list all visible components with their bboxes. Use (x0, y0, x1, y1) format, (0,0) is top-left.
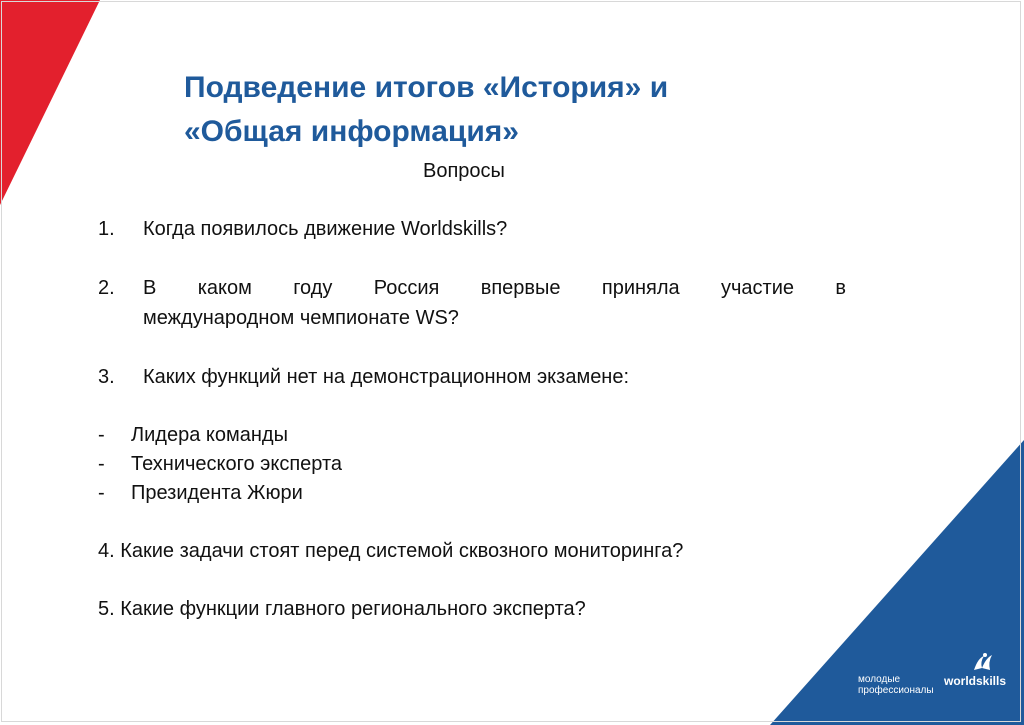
section-subtitle: Вопросы (423, 160, 505, 182)
option-text: Президента Жюри (131, 482, 303, 504)
q2-word: каком (197, 277, 252, 299)
question-3-number: 3. (98, 366, 115, 388)
question-1-text: Когда появилось движение Worldskills? (143, 218, 508, 240)
worldskills-emblem-icon (970, 652, 996, 674)
option-dash: - (98, 453, 105, 475)
q2-word: в (835, 277, 846, 299)
option-dash: - (98, 482, 105, 504)
logo-text-line-2: профессионалы (858, 685, 934, 696)
q2-word: впервые (480, 277, 561, 299)
red-corner-shape (0, 0, 100, 205)
logo-text-line-1: молодые (858, 674, 901, 685)
title-line-2: «Общая информация» (184, 115, 519, 148)
question-2-number: 2. (98, 277, 115, 299)
option-text: Технического эксперта (131, 453, 343, 475)
option-text: Лидера команды (131, 424, 288, 446)
question-5: 5. Какие функции главного регионального эксперта? (98, 598, 586, 620)
question-1-number: 1. (98, 218, 115, 240)
q2-word: году (293, 277, 333, 299)
question-2-line-1 (143, 273, 846, 303)
q2-word: В (143, 277, 157, 299)
question-2-line-2: международном чемпионате WS? (143, 307, 459, 329)
option-dash: - (98, 424, 105, 446)
q2-word: участие (721, 277, 795, 299)
title-line-1: Подведение итогов «История» и (184, 71, 669, 104)
q2-word: приняла (601, 277, 680, 299)
worldskills-logo (858, 650, 1008, 700)
logo-brand-text: worldskills (944, 674, 1007, 688)
question-3-text: Каких функций нет на демонстрационном экзамене: (143, 366, 630, 388)
question-4: 4. Какие задачи стоят перед системой сквозного мониторинга? (98, 540, 684, 562)
slide-title (184, 66, 884, 154)
q2-word: Россия (373, 277, 440, 299)
